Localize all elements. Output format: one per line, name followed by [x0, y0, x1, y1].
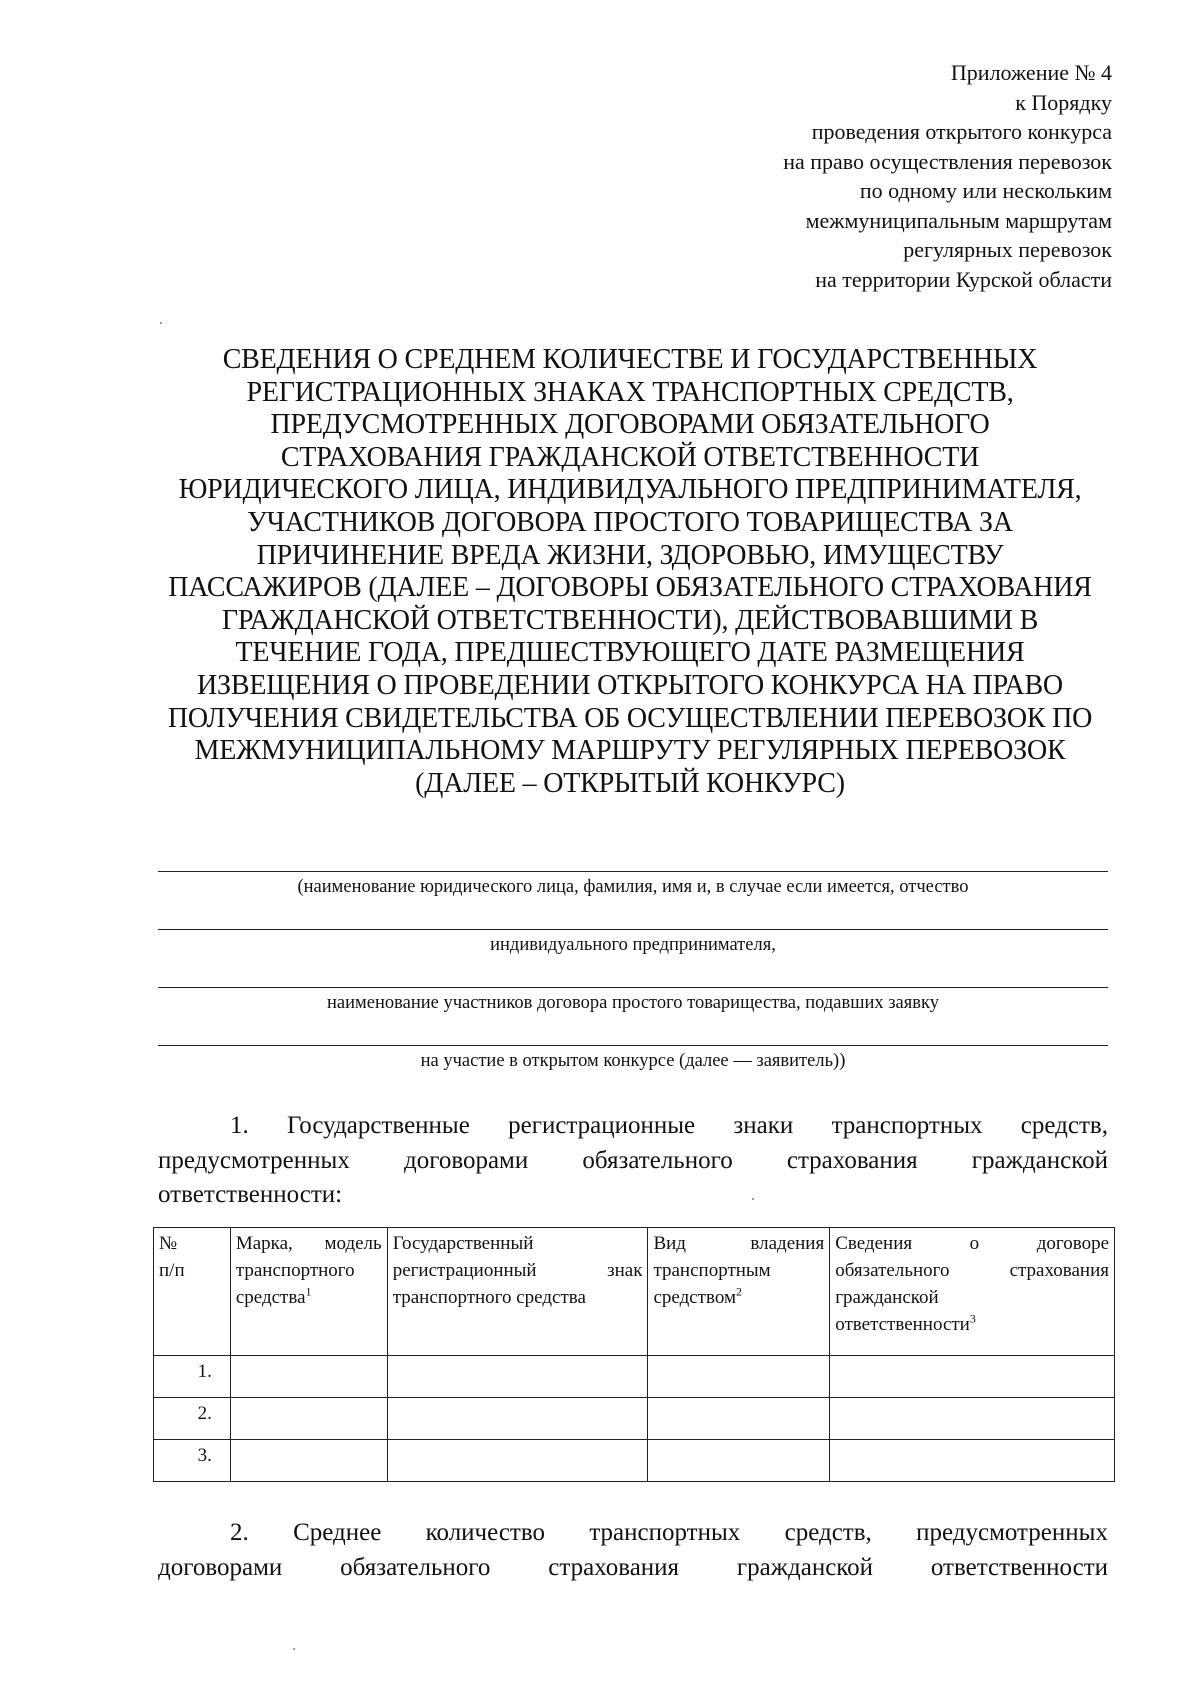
- table-row: [154, 1356, 1115, 1398]
- footnote-mark: 3: [969, 1311, 976, 1326]
- word: предусмотренных: [158, 1146, 350, 1174]
- header-text: Марка, модель: [235, 1233, 382, 1254]
- header-text: ответственности$^3$: [835, 1311, 976, 1335]
- header-text: №: [159, 1233, 178, 1254]
- title-line: УЧАСТНИКОВ ДОГОВОРА ПРОСТОГО ТОВАРИЩЕСТВА ЗА: [247, 506, 1013, 538]
- word: средств,: [784, 1519, 872, 1546]
- title-line: (ДАЛЕЕ – ОТКРЫТЫЙ КОНКУРС): [415, 767, 845, 799]
- title-line: ПАССАЖИРОВ (ДАЛЕЕ – ДОГОВОРЫ ОБЯЗАТЕЛЬНОГО СТРАХОВАНИЯ: [168, 572, 1092, 604]
- word: страхования: [786, 1146, 918, 1174]
- document-title: [150, 344, 1110, 800]
- word: гражданской: [736, 1553, 874, 1581]
- applicant-caption-4: на участие в открытом конкурсе (далее — заявитель)): [420, 1051, 846, 1071]
- header-text: средства$^1$: [235, 1284, 312, 1308]
- scan-speck: [752, 1198, 754, 1200]
- header-text: обязательного страхования: [835, 1260, 1109, 1281]
- insurance-info-cell[interactable]: [830, 1356, 1115, 1398]
- row-number-cell: 2.: [154, 1398, 231, 1440]
- section-2-line-1: [158, 1516, 1108, 1551]
- row-number-cell: 3.: [154, 1440, 231, 1482]
- ownership-type-cell[interactable]: [648, 1356, 830, 1398]
- registration-plate-cell[interactable]: [387, 1440, 648, 1482]
- make-model-cell[interactable]: [230, 1356, 387, 1398]
- ownership-type-cell[interactable]: [648, 1440, 830, 1482]
- title-line: ГРАЖДАНСКОЙ ОТВЕТСТВЕННОСТИ), ДЕЙСТВОВАВШИМИ В: [221, 604, 1039, 636]
- applicant-caption-1: (наименование юридического лица, фамилия, имя и, в случае если имеется, отчество: [297, 877, 969, 897]
- word: обязательного: [340, 1553, 491, 1581]
- title-line: ПОЛУЧЕНИЯ СВИДЕТЕЛЬСТВА ОБ ОСУЩЕСТВЛЕНИИ ПЕРЕВОЗОК ПО: [167, 702, 1093, 734]
- applicant-fill-line-4[interactable]: [158, 1045, 1108, 1046]
- vehicles-table: [153, 1227, 1115, 1482]
- header-cell-insurance-info: [830, 1228, 1115, 1356]
- header-text: транспортного средства: [392, 1287, 586, 1308]
- word: договорами: [158, 1553, 283, 1581]
- word: количество: [425, 1519, 545, 1546]
- word: знаки: [733, 1112, 794, 1139]
- section-1-line-3: ответственности:: [158, 1181, 343, 1208]
- word: обязательного: [582, 1146, 733, 1174]
- insurance-info-cell[interactable]: [830, 1398, 1115, 1440]
- table-header-row: [154, 1228, 1115, 1356]
- scan-speck: [293, 1648, 295, 1650]
- word: 2.: [230, 1519, 249, 1546]
- title-line: СТРАХОВАНИЯ ГРАЖДАНСКОЙ ОТВЕТСТВЕННОСТИ: [280, 441, 980, 473]
- header-cell-make-model: [230, 1228, 387, 1356]
- title-line: РЕГИСТРАЦИОННЫХ ЗНАКАХ ТРАНСПОРТНЫХ СРЕДСТВ,: [246, 376, 1014, 408]
- insurance-info-cell[interactable]: [830, 1440, 1115, 1482]
- row-number-cell: 1.: [154, 1356, 231, 1398]
- appendix-header: [592, 58, 1112, 294]
- applicant-caption-3: наименование участников договора простого товарищества, подавших заявку: [327, 993, 939, 1013]
- table-row: [154, 1398, 1115, 1440]
- appendix-line: по одному или нескольким: [859, 178, 1112, 203]
- word: транспортных: [589, 1519, 741, 1546]
- title-line: ИЗВЕЩЕНИЯ О ПРОВЕДЕНИИ ОТКРЫТОГО КОНКУРСА НА ПРАВО: [197, 669, 1063, 701]
- applicant-caption-2: индивидуального предпринимателя,: [490, 935, 776, 955]
- word: гражданской: [971, 1146, 1108, 1174]
- scan-speck: [160, 322, 162, 324]
- ownership-type-cell[interactable]: [648, 1398, 830, 1440]
- title-line: СВЕДЕНИЯ О СРЕДНЕМ КОЛИЧЕСТВЕ И ГОСУДАРСТВЕННЫХ: [222, 344, 1038, 375]
- header-text: гражданской: [835, 1287, 939, 1308]
- section-1-line-1: [158, 1109, 1108, 1144]
- header-text: транспортного: [235, 1260, 355, 1281]
- footnote-mark: 1: [305, 1284, 312, 1299]
- appendix-line: на территории Курской области: [815, 266, 1112, 292]
- header-text: Вид владения: [653, 1233, 825, 1254]
- appendix-line: Приложение № 4: [950, 60, 1112, 85]
- appendix-line: межмуниципальным маршрутам: [805, 207, 1112, 233]
- word: страхования: [548, 1553, 680, 1581]
- header-cell-ownership-type: [648, 1228, 830, 1356]
- word: предусмотренных: [916, 1519, 1108, 1546]
- header-text: средством$^2$: [653, 1284, 742, 1308]
- section-1-paragraph: [158, 1109, 1108, 1213]
- applicant-fill-line-1[interactable]: [158, 871, 1108, 872]
- footnote-mark: 2: [735, 1284, 742, 1299]
- appendix-line: к Порядку: [1015, 89, 1112, 115]
- section-2-paragraph: [158, 1516, 1108, 1585]
- registration-plate-cell[interactable]: [387, 1398, 648, 1440]
- header-text: регистрационный знак: [392, 1260, 643, 1281]
- header-text: транспортным: [653, 1260, 771, 1281]
- make-model-cell[interactable]: [230, 1440, 387, 1482]
- title-line: ПРЕДУСМОТРЕННЫХ ДОГОВОРАМИ ОБЯЗАТЕЛЬНОГО: [270, 409, 990, 441]
- registration-plate-cell[interactable]: [387, 1356, 648, 1398]
- applicant-fill-line-3[interactable]: [158, 987, 1108, 988]
- section-1-line-2: [158, 1144, 1108, 1179]
- word: ответственности: [930, 1553, 1108, 1581]
- title-line: ЮРИДИЧЕСКОГО ЛИЦА, ИНДИВИДУАЛЬНОГО ПРЕДПРИНИМАТЕЛЯ,: [178, 474, 1082, 506]
- appendix-line: регулярных перевозок: [903, 237, 1112, 262]
- make-model-cell[interactable]: [230, 1398, 387, 1440]
- section-2-line-2: [158, 1551, 1108, 1586]
- title-line: МЕЖМУНИЦИПАЛЬНОМУ МАРШРУТУ РЕГУЛЯРНЫХ ПЕРЕВОЗОК: [194, 735, 1066, 767]
- word: 1.: [230, 1112, 249, 1139]
- header-text: Сведения о договоре: [835, 1233, 1109, 1254]
- header-cell-registration-plate: [387, 1228, 648, 1356]
- title-line: ТЕЧЕНИЕ ГОДА, ПРЕДШЕСТВУЮЩЕГО ДАТЕ РАЗМЕЩЕНИЯ: [235, 637, 1025, 669]
- header-cell-number: [154, 1228, 231, 1356]
- word: договорами: [403, 1146, 529, 1174]
- header-text: п/п: [159, 1260, 185, 1281]
- word: Среднее: [293, 1519, 382, 1546]
- table-row: [154, 1440, 1115, 1482]
- word: транспортных: [831, 1112, 983, 1139]
- header-text: Государственный: [392, 1233, 534, 1254]
- appendix-line: проведения открытого конкурса: [811, 119, 1112, 144]
- appendix-line: на право осуществления перевозок: [783, 148, 1112, 174]
- word: регистрационные: [508, 1112, 696, 1139]
- applicant-fill-line-2[interactable]: [158, 929, 1108, 930]
- word: средств,: [1020, 1112, 1108, 1139]
- title-line: ПРИЧИНЕНИЕ ВРЕДА ЖИЗНИ, ЗДОРОВЬЮ, ИМУЩЕСТВУ: [256, 539, 1004, 571]
- word: Государственные: [287, 1112, 470, 1139]
